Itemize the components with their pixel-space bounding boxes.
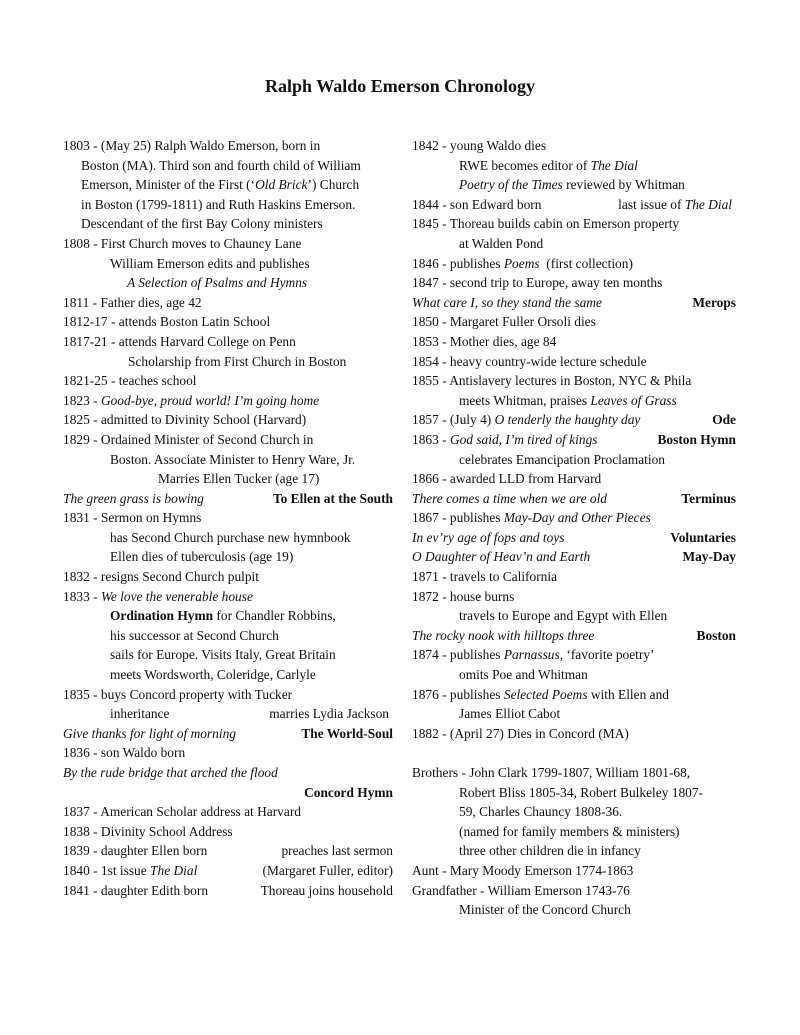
entry-1863: 1863 - God said, I’m tired of kings Boston Hymn: [412, 430, 736, 450]
entry-1872: 1872 - house burns: [412, 588, 515, 604]
poem-title: Ode: [712, 412, 736, 428]
entry-1855: 1855 - Antislavery lectures in Boston, NYC & Phila: [412, 373, 692, 389]
entry-1840: 1840 - 1st issue The Dial (Margaret Fuller, editor): [63, 862, 393, 878]
entry-1833: 1833 - We love the venerable house: [63, 588, 253, 604]
entry-1846: 1846 - publishes Poems (first collection): [412, 255, 633, 271]
left-column: [63, 136, 393, 900]
poem-first-line: By the rude bridge that arched the flood: [63, 765, 278, 780]
entry-1842-cont: Poetry of the Times reviewed by Whitman: [459, 177, 685, 193]
entry-1835-cont: inheritance marries Lydia Jackson: [110, 706, 389, 722]
poem-world-soul: [63, 724, 393, 744]
entry-1847: 1847 - second trip to Europe, away ten months: [412, 275, 663, 291]
poem-title: Voluntaries: [670, 529, 736, 545]
entry-1803: 1803 - (May 25) Ralph Waldo Emerson, born in: [63, 138, 321, 153]
poem-title: The World-Soul: [301, 725, 393, 741]
entry-1839: 1839 - daughter Ellen born preaches last sermon: [63, 843, 393, 859]
entry-1867: 1867 - publishes May-Day and Other Pieces: [412, 510, 651, 526]
family-grandfather: Grandfather - William Emerson 1743-76: [412, 882, 630, 898]
entry-1872-cont: travels to Europe and Egypt with Ellen: [459, 608, 668, 624]
family-brothers: Brothers - John Clark 1799-1807, William 1801-68,: [412, 765, 691, 780]
entry-1876-cont: James Elliot Cabot: [459, 706, 561, 722]
family-grandfather-cont: Minister of the Concord Church: [459, 902, 631, 918]
poem-title: Merops: [692, 294, 736, 310]
family-aunt: Aunt - Mary Moody Emerson 1774-1863: [412, 862, 634, 878]
entry-1823: 1823 - Good-bye, proud world! I’m going home: [63, 392, 320, 408]
entry-1812: 1812-17 - attends Boston Latin School: [63, 314, 271, 330]
entry-1876: 1876 - publishes Selected Poems with Ellen and: [412, 686, 669, 702]
family-brothers-cont: three other children die in infancy: [459, 843, 641, 859]
entry-1803-cont: Emerson, Minister of the First (‘Old Brick’) Church: [81, 177, 360, 193]
poem-first-line: The rocky nook with hilltops three: [412, 627, 595, 643]
entry-1833-cont: Ordination Hymn for Chandler Robbins,: [110, 608, 336, 624]
family-brothers-cont: 59, Charles Chauncy 1808-36.: [459, 804, 623, 820]
poem-title: Ordination Hymn: [110, 608, 214, 624]
entry-1817: 1817-21 - attends Harvard College on Penn: [63, 333, 296, 349]
entry-1874: 1874 - publishes Parnassus, ‘favorite poetry’: [412, 647, 655, 663]
entry-1837: 1837 - American Scholar address at Harvard: [63, 804, 301, 820]
poem-voluntaries: [412, 528, 736, 548]
entry-1882: 1882 - (April 27) Dies in Concord (MA): [412, 725, 629, 741]
poem-title: To Ellen at the South: [272, 490, 393, 506]
entry-1833-cont: sails for Europe. Visits Italy, Great Britain: [110, 647, 336, 663]
page-title: Ralph Waldo Emerson Chronology: [265, 76, 535, 96]
entry-1842-cont: RWE becomes editor of The Dial: [459, 157, 638, 173]
entry-1863-cont: celebrates Emancipation Proclamation: [459, 451, 665, 467]
entry-1808-book-title: A Selection of Psalms and Hymns: [127, 275, 308, 291]
entry-1808-cont: William Emerson edits and publishes: [110, 255, 310, 271]
entry-1803-cont: Boston (MA). Third son and fourth child of William: [81, 157, 361, 173]
poem-first-line: Give thanks for light of morning: [63, 725, 236, 741]
poem-boston: [412, 626, 736, 646]
poem-title: Concord Hymn: [304, 784, 393, 800]
entry-1850: 1850 - Margaret Fuller Orsoli dies: [412, 314, 596, 330]
entry-1833-cont: meets Wordsworth, Coleridge, Carlyle: [110, 667, 316, 683]
entry-1829-cont: Boston. Associate Minister to Henry Ware, Jr.: [110, 451, 356, 467]
poem-title: May-Day: [682, 549, 736, 565]
entry-1821: 1821-25 - teaches school: [63, 373, 197, 389]
right-column: [412, 136, 736, 920]
entry-1833-cont: his successor at Second Church: [110, 627, 279, 643]
poem-title: Terminus: [681, 490, 736, 506]
poem-title: Boston: [696, 627, 736, 643]
poem-merops: [412, 293, 736, 313]
entry-1803-cont: Descendant of the first Bay Colony ministers: [81, 216, 323, 232]
entry-1829-cont: Marries Ellen Tucker (age 17): [158, 471, 320, 487]
entry-1845: 1845 - Thoreau builds cabin on Emerson property: [412, 216, 680, 232]
entry-1841: 1841 - daughter Edith born Thoreau joins household: [63, 882, 393, 898]
family-brothers-cont: (named for family members & ministers): [459, 823, 680, 839]
poem-terminus: [412, 489, 736, 509]
poem-may-day: [412, 547, 736, 567]
poem-title: Boston Hymn: [657, 431, 736, 447]
entry-1831: 1831 - Sermon on Hymns: [63, 510, 202, 526]
entry-1857: 1857 - (July 4) O tenderly the haughty day Ode: [412, 410, 736, 430]
poem-concord-hymn: [63, 783, 393, 803]
poem-first-line: O Daughter of Heav’n and Earth: [412, 549, 591, 565]
entry-1844: 1844 - son Edward born last issue of The Dial: [412, 196, 732, 212]
entry-1817-cont: Scholarship from First Church in Boston: [128, 353, 347, 369]
entry-1803-cont: in Boston (1799-1811) and Ruth Haskins Emerson.: [81, 196, 356, 212]
entry-1832: 1832 - resigns Second Church pulpit: [63, 569, 260, 585]
spacer: [412, 743, 736, 763]
entry-1829: 1829 - Ordained Minister of Second Church in: [63, 431, 314, 447]
entry-1831-cont: has Second Church purchase new hymnbook: [110, 529, 351, 545]
entry-1835: 1835 - buys Concord property with Tucker: [63, 686, 293, 702]
entry-1854: 1854 - heavy country-wide lecture schedule: [412, 353, 647, 369]
entry-1845-cont: at Walden Pond: [459, 235, 544, 251]
poem-first-line: There comes a time when we are old: [412, 490, 607, 506]
poem-first-line: The green grass is bowing: [63, 490, 204, 506]
entry-1838: 1838 - Divinity School Address: [63, 823, 233, 839]
entry-1866: 1866 - awarded LLD from Harvard: [412, 471, 602, 487]
entry-1831-cont: Ellen dies of tuberculosis (age 19): [110, 549, 294, 565]
entry-1853: 1853 - Mother dies, age 84: [412, 333, 557, 349]
entry-1855-cont: meets Whitman, praises Leaves of Grass: [459, 392, 677, 408]
family-brothers-cont: Robert Bliss 1805-34, Robert Bulkeley 1807-: [459, 784, 703, 800]
poem-first-line: What care I, so they stand the same: [412, 294, 602, 310]
entry-1825: 1825 - admitted to Divinity School (Harvard): [63, 412, 307, 428]
entry-1842: 1842 - young Waldo dies: [412, 138, 547, 153]
poem-first-line: In ev’ry age of fops and toys: [412, 529, 565, 545]
entry-1811: 1811 - Father dies, age 42: [63, 294, 202, 310]
entry-1836: 1836 - son Waldo born: [63, 745, 186, 761]
poem-to-ellen: [63, 489, 393, 509]
entry-1874-cont: omits Poe and Whitman: [459, 667, 588, 683]
entry-1808: 1808 - First Church moves to Chauncy Lane: [63, 235, 302, 251]
entry-1871: 1871 - travels to California: [412, 569, 558, 585]
